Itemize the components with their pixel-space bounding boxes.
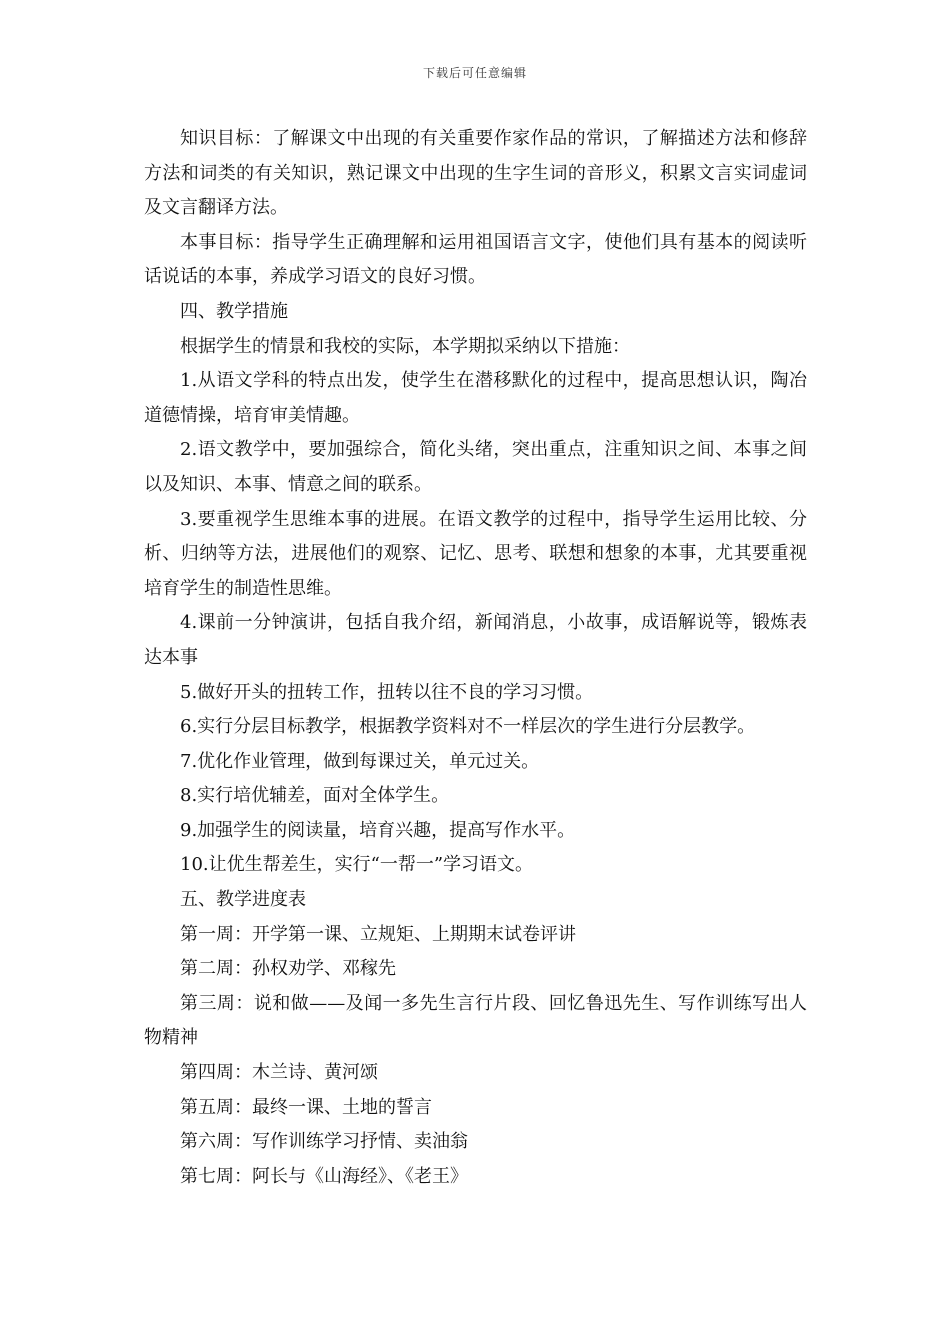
list-item-measure-10: 10.让优生帮差生，实行“一帮一”学习语文。 [180,854,534,876]
list-item-measure-5: 5.做好开头的扭转工作，扭转以往不良的学习习惯。 [180,681,594,703]
list-item-measure-6: 6.实行分层目标教学，根据教学资料对不一样层次的学生进行分层教学。 [180,716,756,738]
schedule-week-2: 第二周：孙权劝学、邓稼先 [180,958,396,980]
section-heading-measures: 四、教学措施 [180,300,288,322]
paragraph-measures-intro: 根据学生的情景和我校的实际，本学期拟采纳以下措施： [180,335,630,357]
list-item-measure-7: 7.优化作业管理，做到每课过关，单元过关。 [180,750,540,772]
schedule-week-1: 第一周：开学第一课、立规矩、上期期末试卷评讲 [180,923,576,945]
document-body [144,122,807,1194]
schedule-week-5: 第五周：最终一课、土地的誓言 [180,1096,432,1118]
schedule-week-7: 第七周：阿长与《山海经》、《老王》 [180,1165,468,1187]
list-item-measure-9: 9.加强学生的阅读量，培育兴趣，提高写作水平。 [180,819,576,841]
section-heading-schedule: 五、教学进度表 [180,889,306,911]
list-item-measure-8: 8.实行培优辅差，面对全体学生。 [180,785,450,807]
list-item-measure-3: 3.要重视学生思维本事的进展。在语文教学的过程中，指导学生运用比较、分析、归纳等方法，进展他们的观察、记忆、思考、联想和想象的本事，尤其要重视培育学生的制造性思维。 [144,508,807,599]
paragraph-knowledge-goal: 知识目标：了解课文中出现的有关重要作家作品的常识，了解描述方法和修辞方法和词类的有关知识，熟记课文中出现的生字生词的音形义，积累文言实词虚词及文言翻译方法。 [144,128,807,219]
schedule-week-4: 第四周：木兰诗、黄河颂 [180,1062,378,1084]
schedule-week-3: 第三周：说和做——及闻一多先生言行片段、回忆鲁迅先生、写作训练写出人物精神 [144,992,807,1049]
schedule-week-6: 第六周：写作训练学习抒情、卖油翁 [180,1131,468,1153]
list-item-measure-2: 2.语文教学中，要加强综合，简化头绪，突出重点，注重知识之间、本事之间以及知识、本事、情意之间的联系。 [144,439,807,495]
list-item-measure-4: 4.课前一分钟演讲，包括自我介绍，新闻消息，小故事，成语解说等，锻炼表达本事 [144,612,807,668]
header-note: 下载后可任意编辑 [422,66,527,80]
list-item-measure-1: 1.从语文学科的特点出发，使学生在潜移默化的过程中，提高思想认识，陶冶道德情操，培育审美情趣。 [144,370,807,426]
paragraph-ability-goal: 本事目标：指导学生正确理解和运用祖国语言文字，使他们具有基本的阅读听话说话的本事，养成学习语文的良好习惯。 [144,231,807,288]
